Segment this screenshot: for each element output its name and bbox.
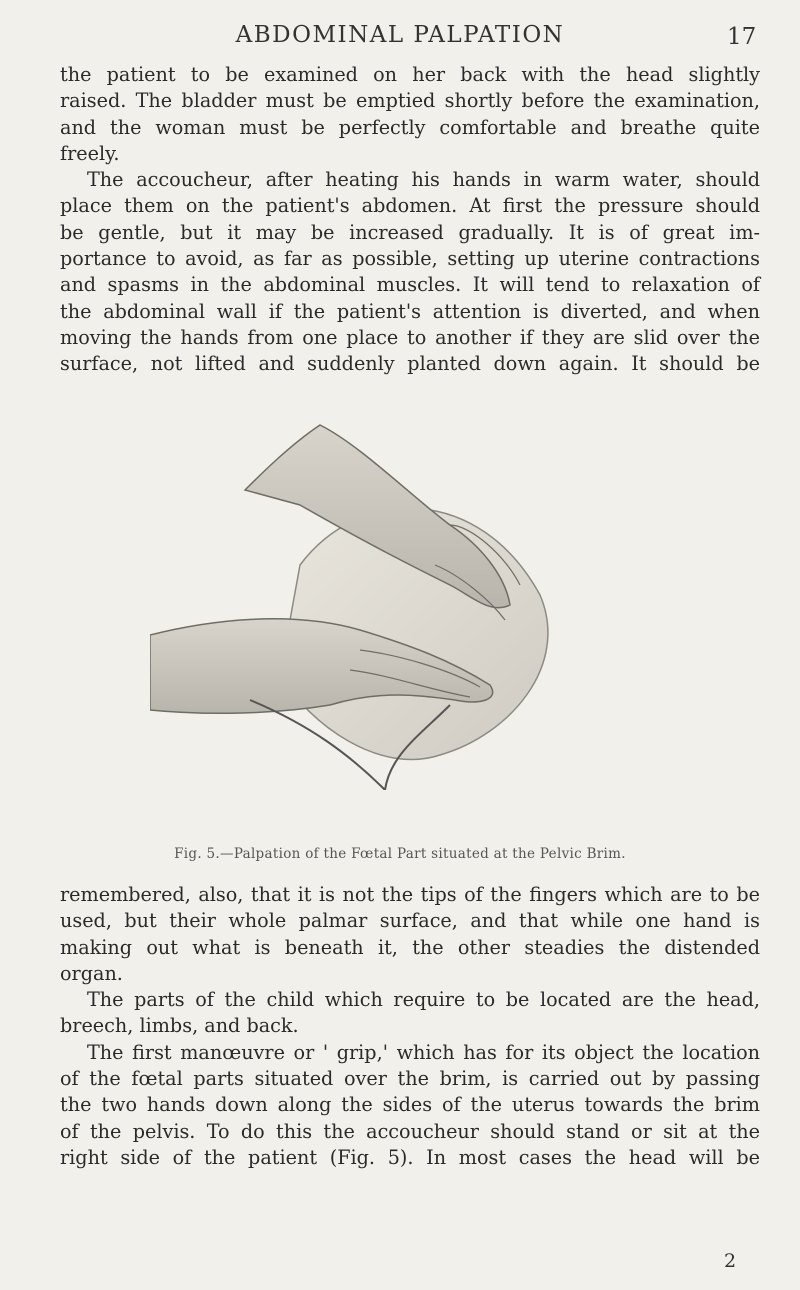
text-line: The parts of the child which require to be located are the head, — [87, 988, 760, 1012]
text-line: be gentle, but it may be increased gradually. It is of great im- — [60, 220, 760, 244]
text-line: surface, not lifted and suddenly planted down again. It should be — [60, 352, 760, 376]
text-line: of the fœtal parts situated over the brim, is carried out by passing — [60, 1067, 760, 1091]
text-line: used, but their whole palmar surface, and that while one hand is — [60, 909, 760, 933]
running-header: ABDOMINAL PALPATION — [235, 22, 565, 48]
text-line: breech, limbs, and back. — [60, 1014, 299, 1038]
text-line: making out what is beneath it, the other steadies the distended — [60, 935, 760, 959]
text-line: of the pelvis. To do this the accoucheur should stand or sit at the — [60, 1119, 760, 1143]
text-line: The accoucheur, after heating his hands in warm water, should — [87, 168, 760, 192]
text-line: portance to avoid, as far as possible, setting up uterine contractions — [60, 247, 760, 271]
paragraph-bottom — [60, 882, 760, 1171]
text-line: remembered, also, that it is not the tips of the fingers which are to be — [60, 883, 760, 906]
signature-mark: 2 — [724, 1250, 737, 1272]
text-line: place them on the patient's abdomen. At first the pressure should — [60, 194, 760, 218]
text-line: raised. The bladder must be emptied shortly before the examination, — [60, 89, 760, 113]
text-line: the patient to be examined on her back with the head slightly — [60, 63, 760, 86]
text-line: the two hands down along the sides of the uterus towards the brim — [60, 1093, 760, 1117]
text-line: and spasms in the abdominal muscles. It will tend to relaxation of — [60, 273, 760, 297]
text-line: the abdominal wall if the patient's attention is diverted, and when — [60, 299, 760, 323]
text-line: The first manœuvre or ' grip,' which has for its object the location — [87, 1040, 760, 1064]
page-number: 17 — [727, 24, 757, 50]
figure-caption: Fig. 5.—Palpation of the Fœtal Part situated at the Pelvic Brim. — [174, 846, 626, 862]
text-line: right side of the patient (Fig. 5). In most cases the head will be — [60, 1145, 760, 1169]
text-line: freely. — [60, 141, 120, 165]
palpation-illustration — [150, 405, 660, 790]
paragraph-top — [60, 62, 760, 378]
text-line: moving the hands from one place to another if they are slid over the — [60, 325, 760, 349]
text-line: organ. — [60, 961, 123, 985]
text-line: and the woman must be perfectly comfortable and breathe quite — [60, 115, 760, 139]
